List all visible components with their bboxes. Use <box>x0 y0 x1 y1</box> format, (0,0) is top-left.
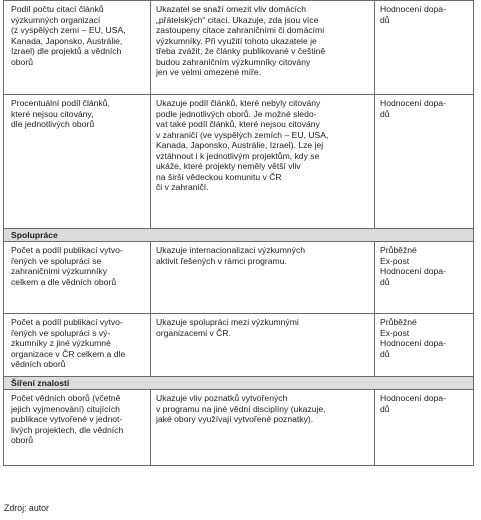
table-row <box>4 242 474 314</box>
indicator-cell: Počet vědních oborů (včetně jejich vyjmenování) citujících publikace vytvořené v jednot- livých projektech, dle vědních oborů <box>4 390 151 466</box>
table-row <box>4 95 474 229</box>
indicator-cell: Podíl počtu citací článků výzkumných organizací (z vyspělých zemí – EU, USA, Kanada, Japonsko, Austrálie, Izrael) dle projektů a vědních oborů <box>4 1 151 95</box>
description-cell: Ukazuje podíl článků, které nebyly citovány podle jednotlivých oborů. Je možné sledo- vat také podíl článků, které nejsou citovány v zahraničí (ve vyspělých zemích – EU, USA, Kanada, Japonsko, Austrálie, Izrael). Lze jej vztáhnout i k jednotlivým projektům, kdy se ukáže, které projekty neměly větší vliv na širší vědeckou komunitu v ČR či v zahraničí. <box>151 95 375 229</box>
section-header-row <box>4 377 474 390</box>
indicator-cell: Procentuální podíl článků, které nejsou citovány, dle jednotlivých oborů <box>4 95 151 229</box>
description-cell: Ukazuje spolupráci mezi výzkumnými organizacemi v ČR. <box>151 314 375 377</box>
evaluation-phase-cell: Průběžné Ex-post Hodnocení dopa- dů <box>375 314 474 377</box>
evaluation-phase-cell: Průběžné Ex-post Hodnocení dopa- dů <box>375 242 474 314</box>
evaluation-phase-cell: Hodnocení dopa- dů <box>375 390 474 466</box>
table-row <box>4 390 474 466</box>
indicator-cell: Počet a podíl publikací vytvo- řených ve spolupráci s vý- zkumníky z jiné výzkumné organizace v ČR celkem a dle vědních oborů <box>4 314 151 377</box>
table-row <box>4 314 474 377</box>
description-cell: Ukazuje internacionalizaci výzkumných aktivit řešených v rámci programu. <box>151 242 375 314</box>
table-row <box>4 1 474 95</box>
section-header-row <box>4 229 474 242</box>
section-title: Spolupráce <box>4 229 474 242</box>
indicator-cell: Počet a podíl publikací vytvo- řených ve spolupráci se zahraničními výzkumníky celkem a dle vědních oborů <box>4 242 151 314</box>
evaluation-phase-cell: Hodnocení dopa- dů <box>375 1 474 95</box>
evaluation-phase-cell: Hodnocení dopa- dů <box>375 95 474 229</box>
indicator-table <box>3 0 474 466</box>
description-cell: Ukazuje vliv poznatků vytvořených v programu na jiné vědní disciplíny (ukazuje, jaké obory využívají vytvořené poznatky). <box>151 390 375 466</box>
indicator-table-body <box>4 1 474 466</box>
source-note: Zdroj: autor <box>4 503 49 513</box>
section-title: Šíření znalostí <box>4 377 474 390</box>
description-cell: Ukazatel se snaží omezit vliv domácích „přátelských“ citací. Ukazuje, zda jsou více zastoupeny citace zahraničními či domácími výzkumníky. Při využití tohoto ukazatele je třeba zvážit, že články publikované v češtině budou zahraničním výzkumníky citovány jen ve velmi omezené míře. <box>151 1 375 95</box>
indicator-table-container <box>3 0 473 466</box>
